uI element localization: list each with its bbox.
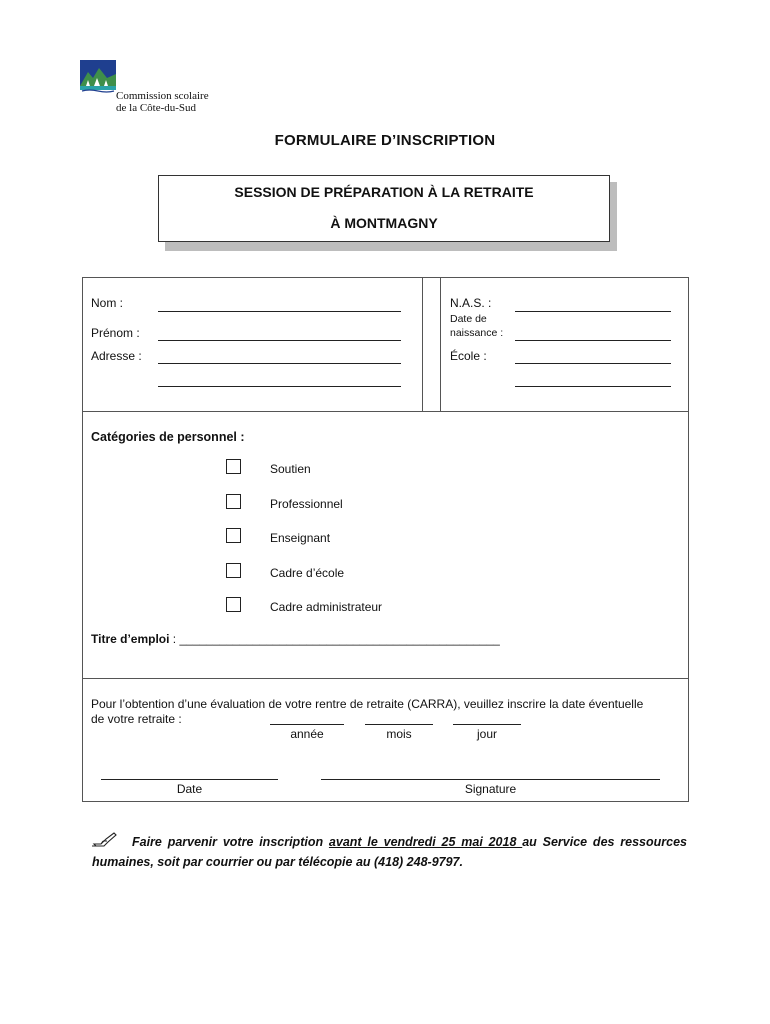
nom-label: Nom : xyxy=(91,296,124,310)
titre-emploi-label: Titre d’emploi xyxy=(91,632,170,646)
note-text-1: Faire parvenir votre inscription xyxy=(132,835,329,849)
carra-instruction-line2: de votre retraite : xyxy=(91,712,182,726)
annee-label: année xyxy=(290,727,324,741)
date-naissance-field[interactable] xyxy=(515,340,671,341)
adresse-field-line1[interactable] xyxy=(158,363,401,364)
checkbox-professionnel[interactable] xyxy=(226,494,241,509)
checkbox-soutien[interactable] xyxy=(226,459,241,474)
date-label: Date xyxy=(176,782,203,796)
page-title: FORMULAIRE D’INSCRIPTION xyxy=(274,132,496,149)
carra-instruction-line1: Pour l’obtention d’une évaluation de votre rentre de retraite (CARRA), veuillez inscrire la date éventuelle xyxy=(91,697,644,711)
titre-emploi-field[interactable]: : ________________________________________________ xyxy=(169,632,500,646)
date-naissance-label-1: Date de xyxy=(450,313,487,325)
option-label: Cadre d’école xyxy=(270,566,345,580)
session-location: À MONTMAGNY xyxy=(330,215,438,231)
column-divider xyxy=(422,278,423,411)
option-label: Enseignant xyxy=(270,531,331,545)
categories-title: Catégories de personnel : xyxy=(91,430,245,444)
session-box xyxy=(158,175,610,242)
section-divider xyxy=(83,678,688,679)
ecole-field-line2[interactable] xyxy=(515,386,671,387)
mois-field[interactable] xyxy=(365,724,433,725)
nas-field[interactable] xyxy=(515,311,671,312)
prenom-field[interactable] xyxy=(158,340,401,341)
ecole-field[interactable] xyxy=(515,363,671,364)
column-divider xyxy=(440,278,441,411)
logo-text-line2: de la Côte-du-Sud xyxy=(116,102,197,114)
annee-field[interactable] xyxy=(270,724,344,725)
checkbox-cadre-administrateur[interactable] xyxy=(226,597,241,612)
titre-emploi[interactable] xyxy=(91,632,500,646)
note-text-2: au Service des ressources humaines, soit par courrier ou par télécopie au (418) 248-9797. xyxy=(92,835,687,869)
note-deadline: avant le vendredi 25 mai 2018 xyxy=(328,835,523,849)
nom-field[interactable] xyxy=(158,311,401,312)
mountain-logo-icon xyxy=(80,60,116,94)
registration-form xyxy=(82,277,689,802)
organization-logo xyxy=(80,60,230,116)
option-label: Professionnel xyxy=(270,497,343,511)
date-signature-field[interactable] xyxy=(101,779,278,780)
signature-label: Signature xyxy=(464,782,517,796)
submission-note xyxy=(92,832,687,872)
signature-field[interactable] xyxy=(321,779,660,780)
jour-label: jour xyxy=(476,727,497,741)
date-naissance-label-2: naissance : xyxy=(450,327,504,339)
ecole-label: École : xyxy=(450,349,487,363)
session-title: SESSION DE PRÉPARATION À LA RETRAITE xyxy=(234,184,534,200)
jour-field[interactable] xyxy=(453,724,521,725)
checkbox-enseignant[interactable] xyxy=(226,528,241,543)
option-label: Soutien xyxy=(270,462,311,476)
nas-label: N.A.S. : xyxy=(450,296,492,310)
logo-text-line1: Commission scolaire xyxy=(116,90,209,102)
option-label: Cadre administrateur xyxy=(270,600,383,614)
section-divider xyxy=(83,411,688,412)
prenom-label: Prénom : xyxy=(91,326,140,340)
mois-label: mois xyxy=(386,727,412,741)
adresse-label: Adresse : xyxy=(91,349,142,363)
checkbox-cadre-ecole[interactable] xyxy=(226,563,241,578)
adresse-field-line2[interactable] xyxy=(158,386,401,387)
